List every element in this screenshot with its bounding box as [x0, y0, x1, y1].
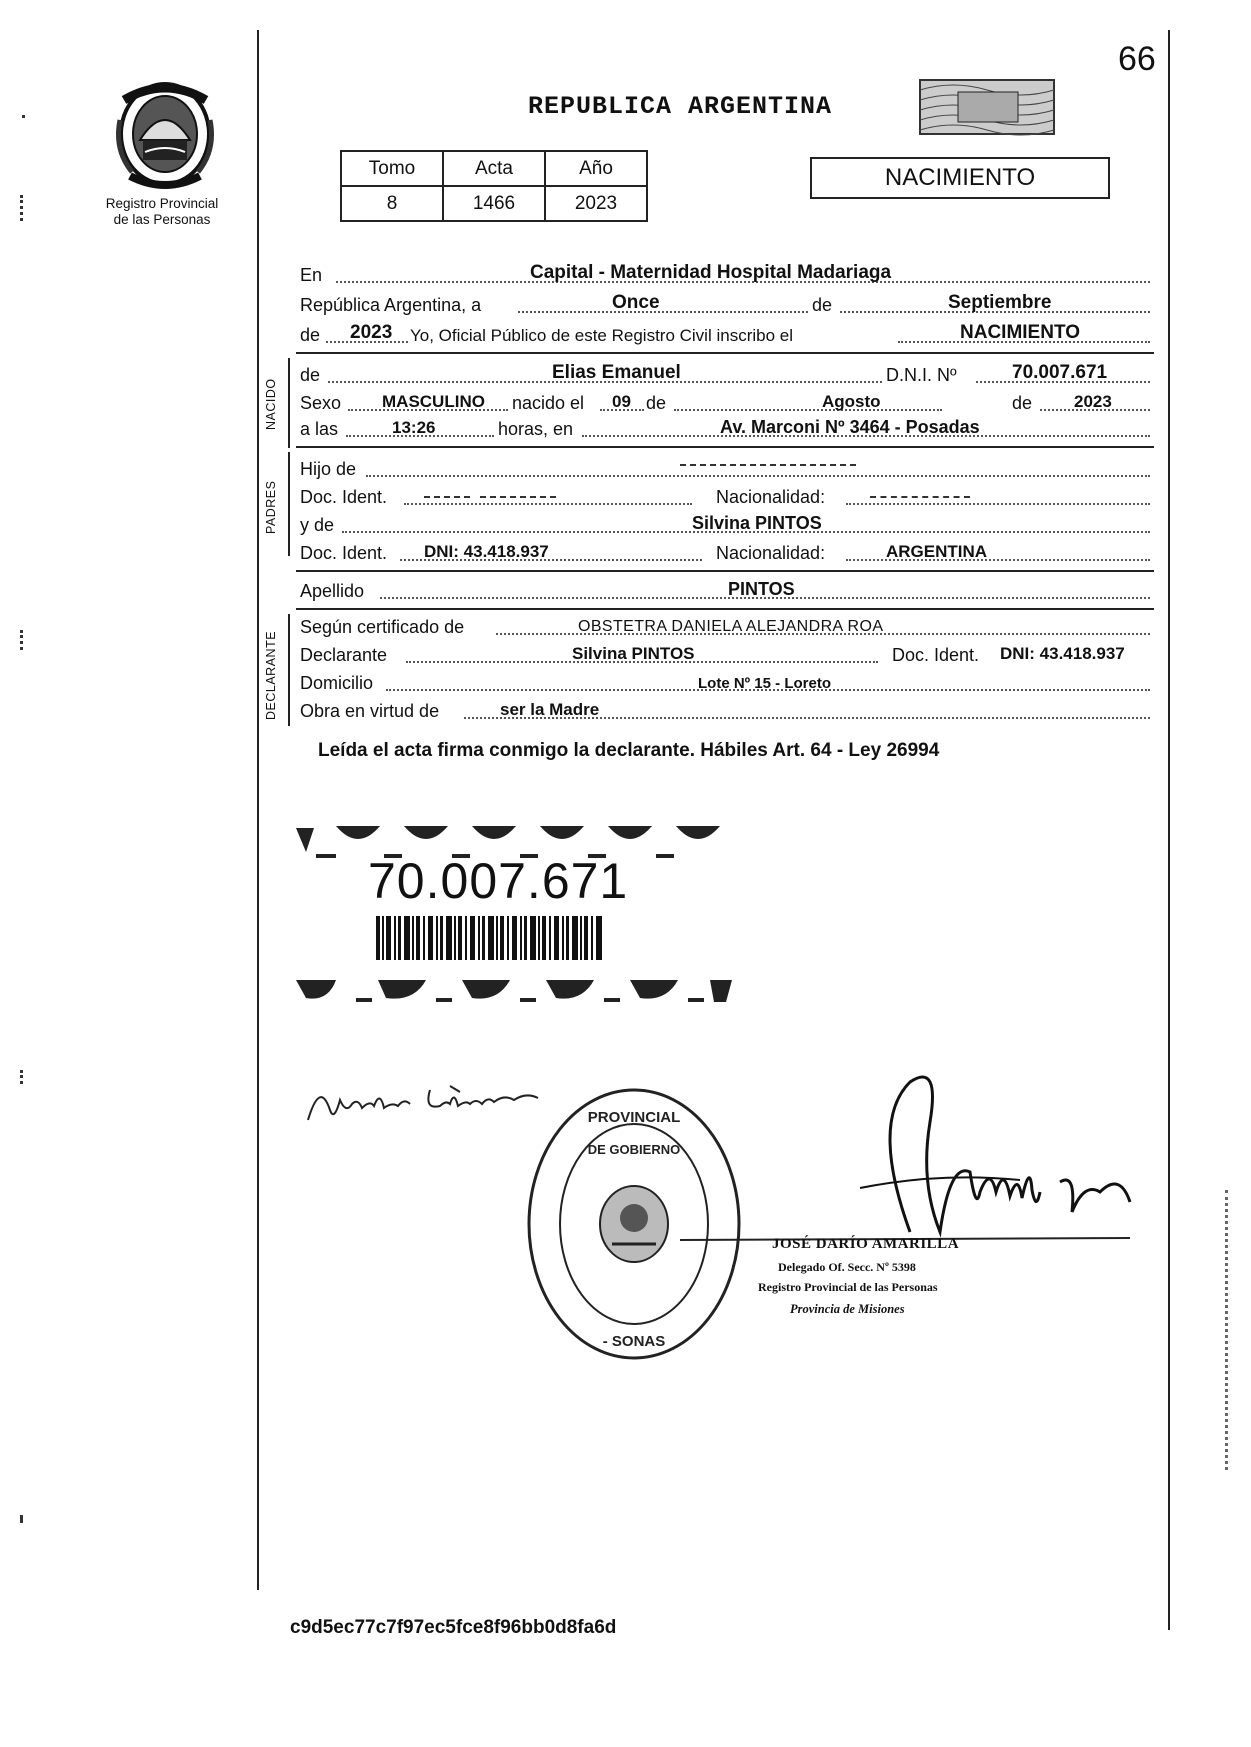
- declarant-relationship: ser la Madre: [500, 700, 600, 719]
- value-anio: 2023: [545, 186, 647, 221]
- declarant-address: Lote Nº 15 - Loreto: [698, 675, 831, 692]
- page-number: 66: [1118, 40, 1156, 78]
- svg-text:- SONAS: - SONAS: [602, 1333, 666, 1350]
- blank-father-name: [680, 464, 856, 466]
- label-a-las: a las: [300, 419, 339, 439]
- label-nacido-el: nacido el: [512, 393, 585, 413]
- label-doc-ident: Doc. Ident.: [300, 487, 388, 507]
- security-seal-icon: [918, 78, 1056, 136]
- label-obra-en-virtud: Obra en virtud de: [300, 701, 440, 721]
- blank-father-doc-number: [480, 496, 556, 498]
- child-dni: 70.007.671: [1012, 362, 1108, 383]
- section-label-nacido: NACIDO: [264, 378, 278, 430]
- record-type: NACIMIENTO: [960, 322, 1080, 343]
- row-mother-doc: [300, 540, 1155, 566]
- dotted-line: [674, 409, 942, 411]
- row-certificate: [300, 614, 1155, 640]
- security-pattern-bottom: [296, 978, 736, 1004]
- label-hijo-de: Hijo de: [300, 459, 357, 479]
- value-tomo: 8: [341, 186, 443, 221]
- child-surname: PINTOS: [728, 579, 795, 599]
- row-declarant: [300, 642, 1155, 668]
- label-republica: República Argentina, a: [300, 295, 482, 315]
- row-date: [300, 292, 1155, 318]
- row-time-place: [300, 416, 1155, 442]
- birth-address: Av. Marconi Nº 3464 - Posadas: [720, 417, 980, 437]
- scan-mark: [20, 630, 27, 650]
- birth-time: 13:26: [392, 418, 436, 437]
- label-apellido: Apellido: [300, 581, 365, 601]
- value-acta: 1466: [443, 186, 545, 221]
- section-bracket: [288, 358, 290, 448]
- separator: [296, 608, 1154, 610]
- birth-day: 09: [612, 392, 631, 411]
- officer-province: Provincia de Misiones: [790, 1302, 905, 1316]
- registration-month: Septiembre: [948, 292, 1052, 313]
- scan-mark: [1225, 1190, 1231, 1470]
- label-sexo: Sexo: [300, 393, 342, 413]
- left-margin-line: [257, 30, 259, 1590]
- label-dni: D.N.I. Nº: [886, 365, 957, 385]
- organization-label: [92, 196, 232, 228]
- header-tomo: Tomo: [341, 151, 443, 186]
- row-father-doc: [300, 484, 1155, 510]
- label-declarante: Declarante: [300, 645, 388, 665]
- mother-name: Silvina PINTOS: [692, 513, 822, 533]
- scan-mark: [20, 1070, 27, 1084]
- registry-table: [340, 150, 648, 222]
- row-child-name: [300, 362, 1155, 388]
- row-mother: [300, 512, 1155, 538]
- mother-document: DNI: 43.418.937: [424, 542, 549, 561]
- officer-name: JOSÉ DARÍO AMARILLA: [772, 1236, 960, 1252]
- declarant-signature: [300, 1070, 550, 1130]
- label-de: de: [300, 365, 321, 385]
- blank-father-doc-type: [424, 496, 470, 498]
- row-surname: [300, 578, 1155, 604]
- document-type-box: NACIMIENTO: [810, 157, 1110, 199]
- country-title: REPUBLICA ARGENTINA: [528, 92, 833, 121]
- row-place: [300, 262, 1155, 288]
- header-acta: Acta: [443, 151, 545, 186]
- label-domicilio: Domicilio: [300, 673, 374, 693]
- officer-title: Delegado Of. Secc. Nº 5398: [778, 1260, 916, 1274]
- document-hash: c9d5ec77c7f97ec5fce8f96bb0d8fa6d: [290, 1617, 617, 1638]
- label-de: de: [300, 325, 321, 345]
- section-bracket: [288, 452, 290, 556]
- label-de: de: [646, 393, 667, 413]
- row-father: [300, 456, 1155, 482]
- scan-mark: [20, 1515, 23, 1523]
- organization-line1: Registro Provincial: [105, 196, 219, 211]
- label-nacionalidad: Nacionalidad:: [716, 543, 826, 563]
- registration-year: 2023: [350, 322, 393, 343]
- label-segun-certificado: Según certificado de: [300, 617, 465, 637]
- blank-father-nationality: [870, 496, 970, 498]
- row-address: [300, 670, 1155, 696]
- label-inscribe: Yo, Oficial Público de este Registro Civil inscribo el: [410, 326, 793, 345]
- registration-day: Once: [612, 292, 660, 313]
- birth-month: Agosto: [822, 392, 881, 411]
- right-margin-line: [1168, 30, 1170, 1630]
- separator: [296, 446, 1154, 448]
- label-de: de: [1012, 393, 1033, 413]
- svg-text:PROVINCIAL: PROVINCIAL: [587, 1109, 681, 1126]
- id-stamp-number: 70.007.671: [368, 853, 629, 909]
- section-label-declarante: DECLARANTE: [264, 630, 278, 720]
- certificate-issuer: OBSTETRA DANIELA ALEJANDRA ROA: [578, 618, 884, 635]
- scan-mark: [22, 115, 25, 118]
- closing-statement: Leída el acta firma conmigo la declarante. Hábiles Art. 64 - Ley 26994: [318, 740, 940, 761]
- dotted-line: [518, 311, 808, 313]
- misiones-crest-icon: [110, 80, 220, 192]
- birth-year: 2023: [1074, 392, 1112, 411]
- dotted-line: [846, 503, 1150, 505]
- birth-registration-place: Capital - Maternidad Hospital Madariaga: [530, 262, 892, 283]
- label-doc-ident: Doc. Ident.: [892, 645, 980, 665]
- mother-nationality: ARGENTINA: [886, 542, 988, 561]
- label-nacionalidad: Nacionalidad:: [716, 487, 826, 507]
- label-horas-en: horas, en: [498, 419, 574, 439]
- section-label-padres: PADRES: [264, 480, 278, 534]
- declarant-name: Silvina PINTOS: [572, 644, 695, 663]
- label-en: En: [300, 265, 323, 285]
- label-de: de: [812, 295, 833, 315]
- officer-signature: [680, 1062, 1160, 1252]
- scan-mark: [20, 195, 27, 221]
- section-bracket: [288, 614, 290, 726]
- row-sex-birth: [300, 390, 1155, 416]
- label-doc-ident: Doc. Ident.: [300, 543, 388, 563]
- officer-organization: Registro Provincial de las Personas: [758, 1280, 938, 1294]
- barcode-icon: [376, 916, 604, 960]
- label-y-de: y de: [300, 515, 335, 535]
- child-sex: MASCULINO: [382, 392, 485, 411]
- dotted-line: [366, 475, 1150, 477]
- svg-text:DE GOBIERNO: DE GOBIERNO: [587, 1142, 681, 1157]
- declarant-document: DNI: 43.418.937: [1000, 644, 1125, 663]
- row-year: [300, 322, 1155, 348]
- separator: [296, 570, 1154, 572]
- row-obra: [300, 698, 1155, 724]
- header-anio: Año: [545, 151, 647, 186]
- organization-line2: de las Personas: [113, 212, 211, 227]
- child-name: Elias Emanuel: [552, 362, 681, 383]
- dotted-line: [404, 503, 692, 505]
- separator: [296, 352, 1154, 354]
